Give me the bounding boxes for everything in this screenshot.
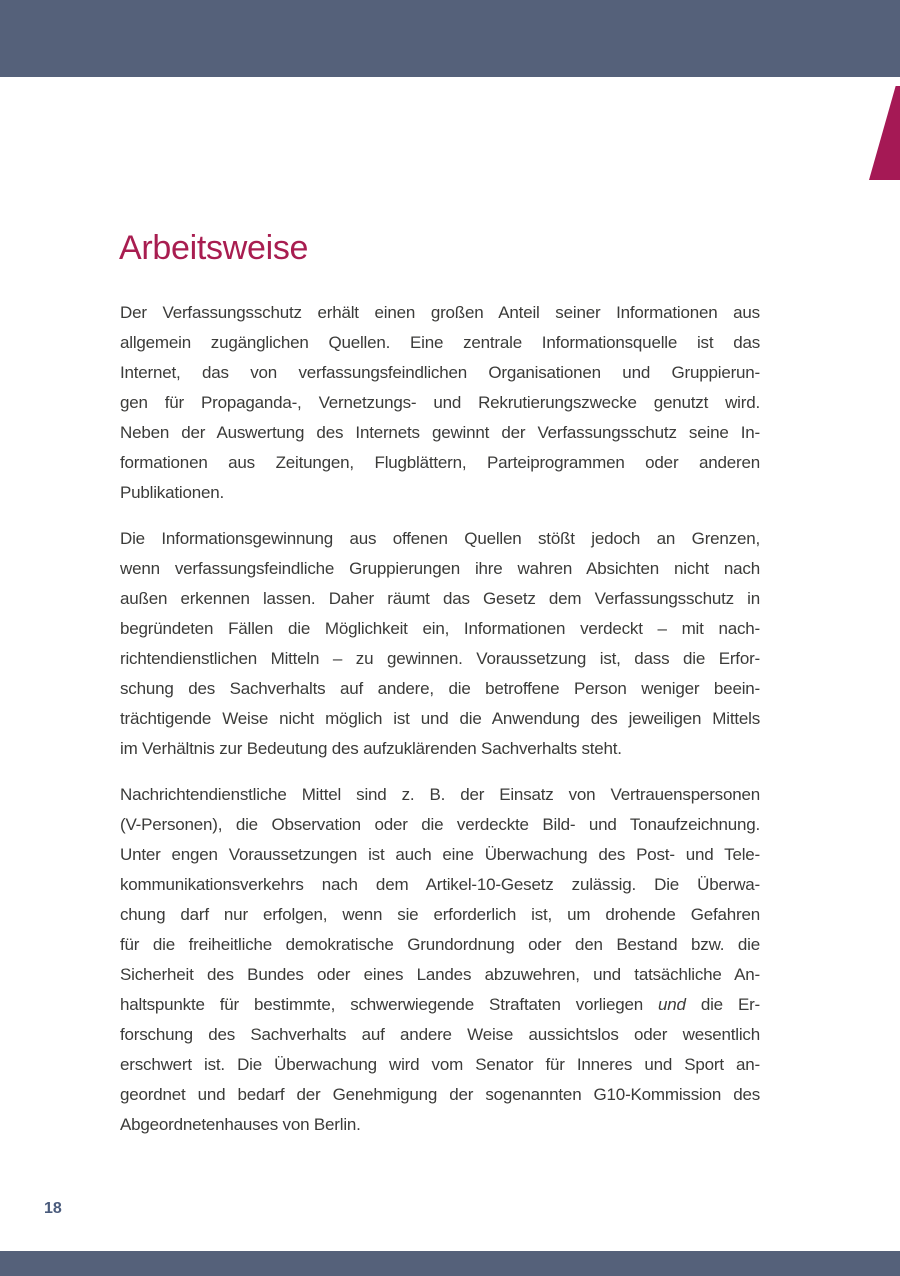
text-line: kommunikationsverkehrs nach dem Artikel-10-Gesetz zulässig. Die Überwa- — [120, 875, 760, 894]
text-line: forschung des Sachverhalts auf andere Weise aussichtslos oder wesentlich — [120, 1025, 760, 1044]
footer-bar — [0, 1251, 900, 1276]
text-segment: die Er- — [700, 995, 760, 1014]
text-line: (V-Personen), die Observation oder die verdeckte Bild- und Tonaufzeichnung. — [120, 815, 760, 834]
text-line: Sicherheit des Bundes oder eines Landes abzuwehren, und tatsächliche An- — [120, 965, 760, 984]
text-line: allgemein zugänglichen Quellen. Eine zentrale Informationsquelle ist das — [120, 333, 760, 352]
paragraph-covert-collection — [120, 524, 760, 764]
body-text — [120, 298, 760, 1156]
italic-word: und — [658, 995, 686, 1014]
page-title: Arbeitsweise — [119, 228, 309, 267]
text-line: Abgeordnetenhauses von Berlin. — [120, 1115, 361, 1134]
text-line: Publikationen. — [120, 483, 224, 502]
text-line: Die Informationsgewinnung aus offenen Quellen stößt jedoch an Grenzen, — [120, 529, 760, 548]
text-line: im Verhältnis zur Bedeutung des aufzuklärenden Sachverhalts steht. — [120, 739, 622, 758]
corner-wedge-accent — [869, 86, 900, 180]
text-line: trächtigende Weise nicht möglich ist und die Anwendung des jeweiligen Mittels — [120, 709, 760, 728]
text-line: Neben der Auswertung des Internets gewinnt der Verfassungsschutz seine In- — [120, 423, 760, 442]
text-line: außen erkennen lassen. Daher räumt das Gesetz dem Verfassungsschutz in — [120, 589, 760, 608]
text-line: richtendienstlichen Mitteln – zu gewinnen. Voraussetzung ist, dass die Erfor- — [120, 649, 760, 668]
text-line: begründeten Fällen die Möglichkeit ein, Informationen verdeckt – mit nach- — [120, 619, 760, 638]
page-number: 18 — [44, 1200, 62, 1217]
text-line: wenn verfassungsfeindliche Gruppierungen ihre wahren Absichten nicht nach — [120, 559, 760, 578]
text-line: schung des Sachverhalts auf andere, die betroffene Person weniger beein- — [120, 679, 760, 698]
text-line: Internet, das von verfassungsfeindlichen Organisationen und Gruppierun- — [120, 363, 760, 382]
paragraph-intelligence-means — [120, 780, 760, 1140]
text-line: Unter engen Voraussetzungen ist auch eine Überwachung des Post- und Tele- — [120, 845, 760, 864]
text-line: geordnet und bedarf der Genehmigung der sogenannten G10-Kommission des — [120, 1085, 760, 1104]
text-line-with-italic — [120, 990, 760, 1020]
text-line: für die freiheitliche demokratische Grundordnung oder den Bestand bzw. die — [120, 935, 760, 954]
text-line: gen für Propaganda-, Vernetzungs- und Rekrutierungszwecke genutzt wird. — [120, 393, 760, 412]
text-line: erschwert ist. Die Überwachung wird vom Senator für Inneres und Sport an- — [120, 1055, 760, 1074]
paragraph-open-sources — [120, 298, 760, 508]
text-line: Nachrichtendienstliche Mittel sind z. B. der Einsatz von Vertrauenspersonen — [120, 785, 760, 804]
text-segment: haltspunkte für bestimmte, schwerwiegende Straftaten vorliegen — [120, 995, 643, 1014]
header-bar — [0, 0, 900, 77]
text-line: formationen aus Zeitungen, Flugblättern, Parteiprogrammen oder anderen — [120, 453, 760, 472]
text-line: Der Verfassungsschutz erhält einen großen Anteil seiner Informationen aus — [120, 303, 760, 322]
text-line: chung darf nur erfolgen, wenn sie erforderlich ist, um drohende Gefahren — [120, 905, 760, 924]
